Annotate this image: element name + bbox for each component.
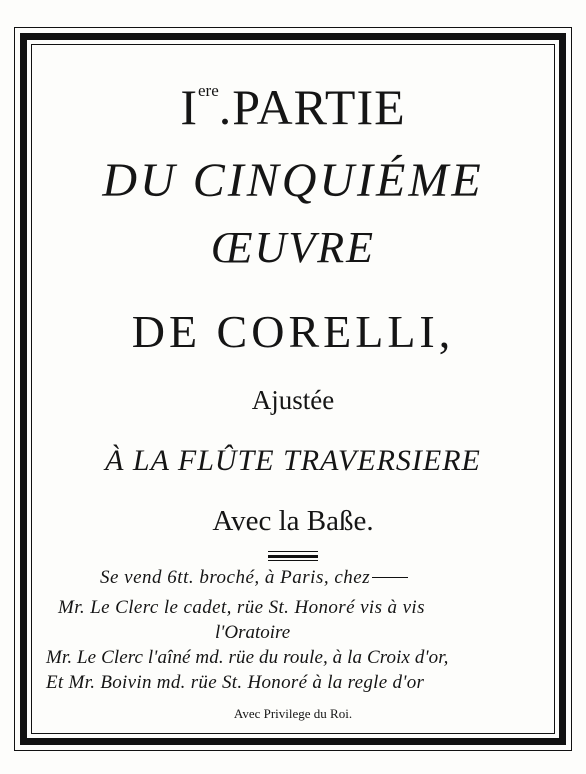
title-oeuvre: ŒUVRE <box>211 223 375 272</box>
rule-line <box>268 551 318 552</box>
title-du-cinquieme: DU CINQUIÉME <box>102 154 484 207</box>
imprint-publisher-1: Mr. Le Clerc le cadet, rüe St. Honoré vis à vis <box>58 597 425 618</box>
title-partie-word: PARTIE <box>232 79 406 135</box>
title-avec-la-basse: Avec la Baße. <box>212 505 374 537</box>
imprint-dash <box>372 577 408 578</box>
rule-line-thick <box>268 555 318 558</box>
title-superscript: ere <box>197 81 219 100</box>
rule-line <box>268 560 318 561</box>
title-partie <box>0 78 586 136</box>
imprint-publisher-2: Mr. Le Clerc l'aîné md. rüe du roule, à la Croix d'or, <box>46 647 449 668</box>
royal-privilege: Avec Privilege du Roi. <box>233 706 353 721</box>
ornamental-rule <box>268 551 318 564</box>
title-dot: . <box>218 79 233 135</box>
title-de-corelli: DE CORELLI, <box>131 306 455 357</box>
imprint-publisher-1-cont: l'Oratoire <box>215 622 291 643</box>
imprint-publisher-3: Et Mr. Boivin md. rüe St. Honoré à la regle d'or <box>46 672 425 693</box>
imprint-price-text: Se vend 6tt. broché, à Paris, chez <box>100 567 371 588</box>
title-flute-traversiere: À LA FLÛTE TRAVERSIERE <box>105 444 481 477</box>
title-numeral: I <box>180 79 198 135</box>
title-ajustee: Ajustée <box>251 385 335 415</box>
imprint-price-line <box>100 567 408 589</box>
